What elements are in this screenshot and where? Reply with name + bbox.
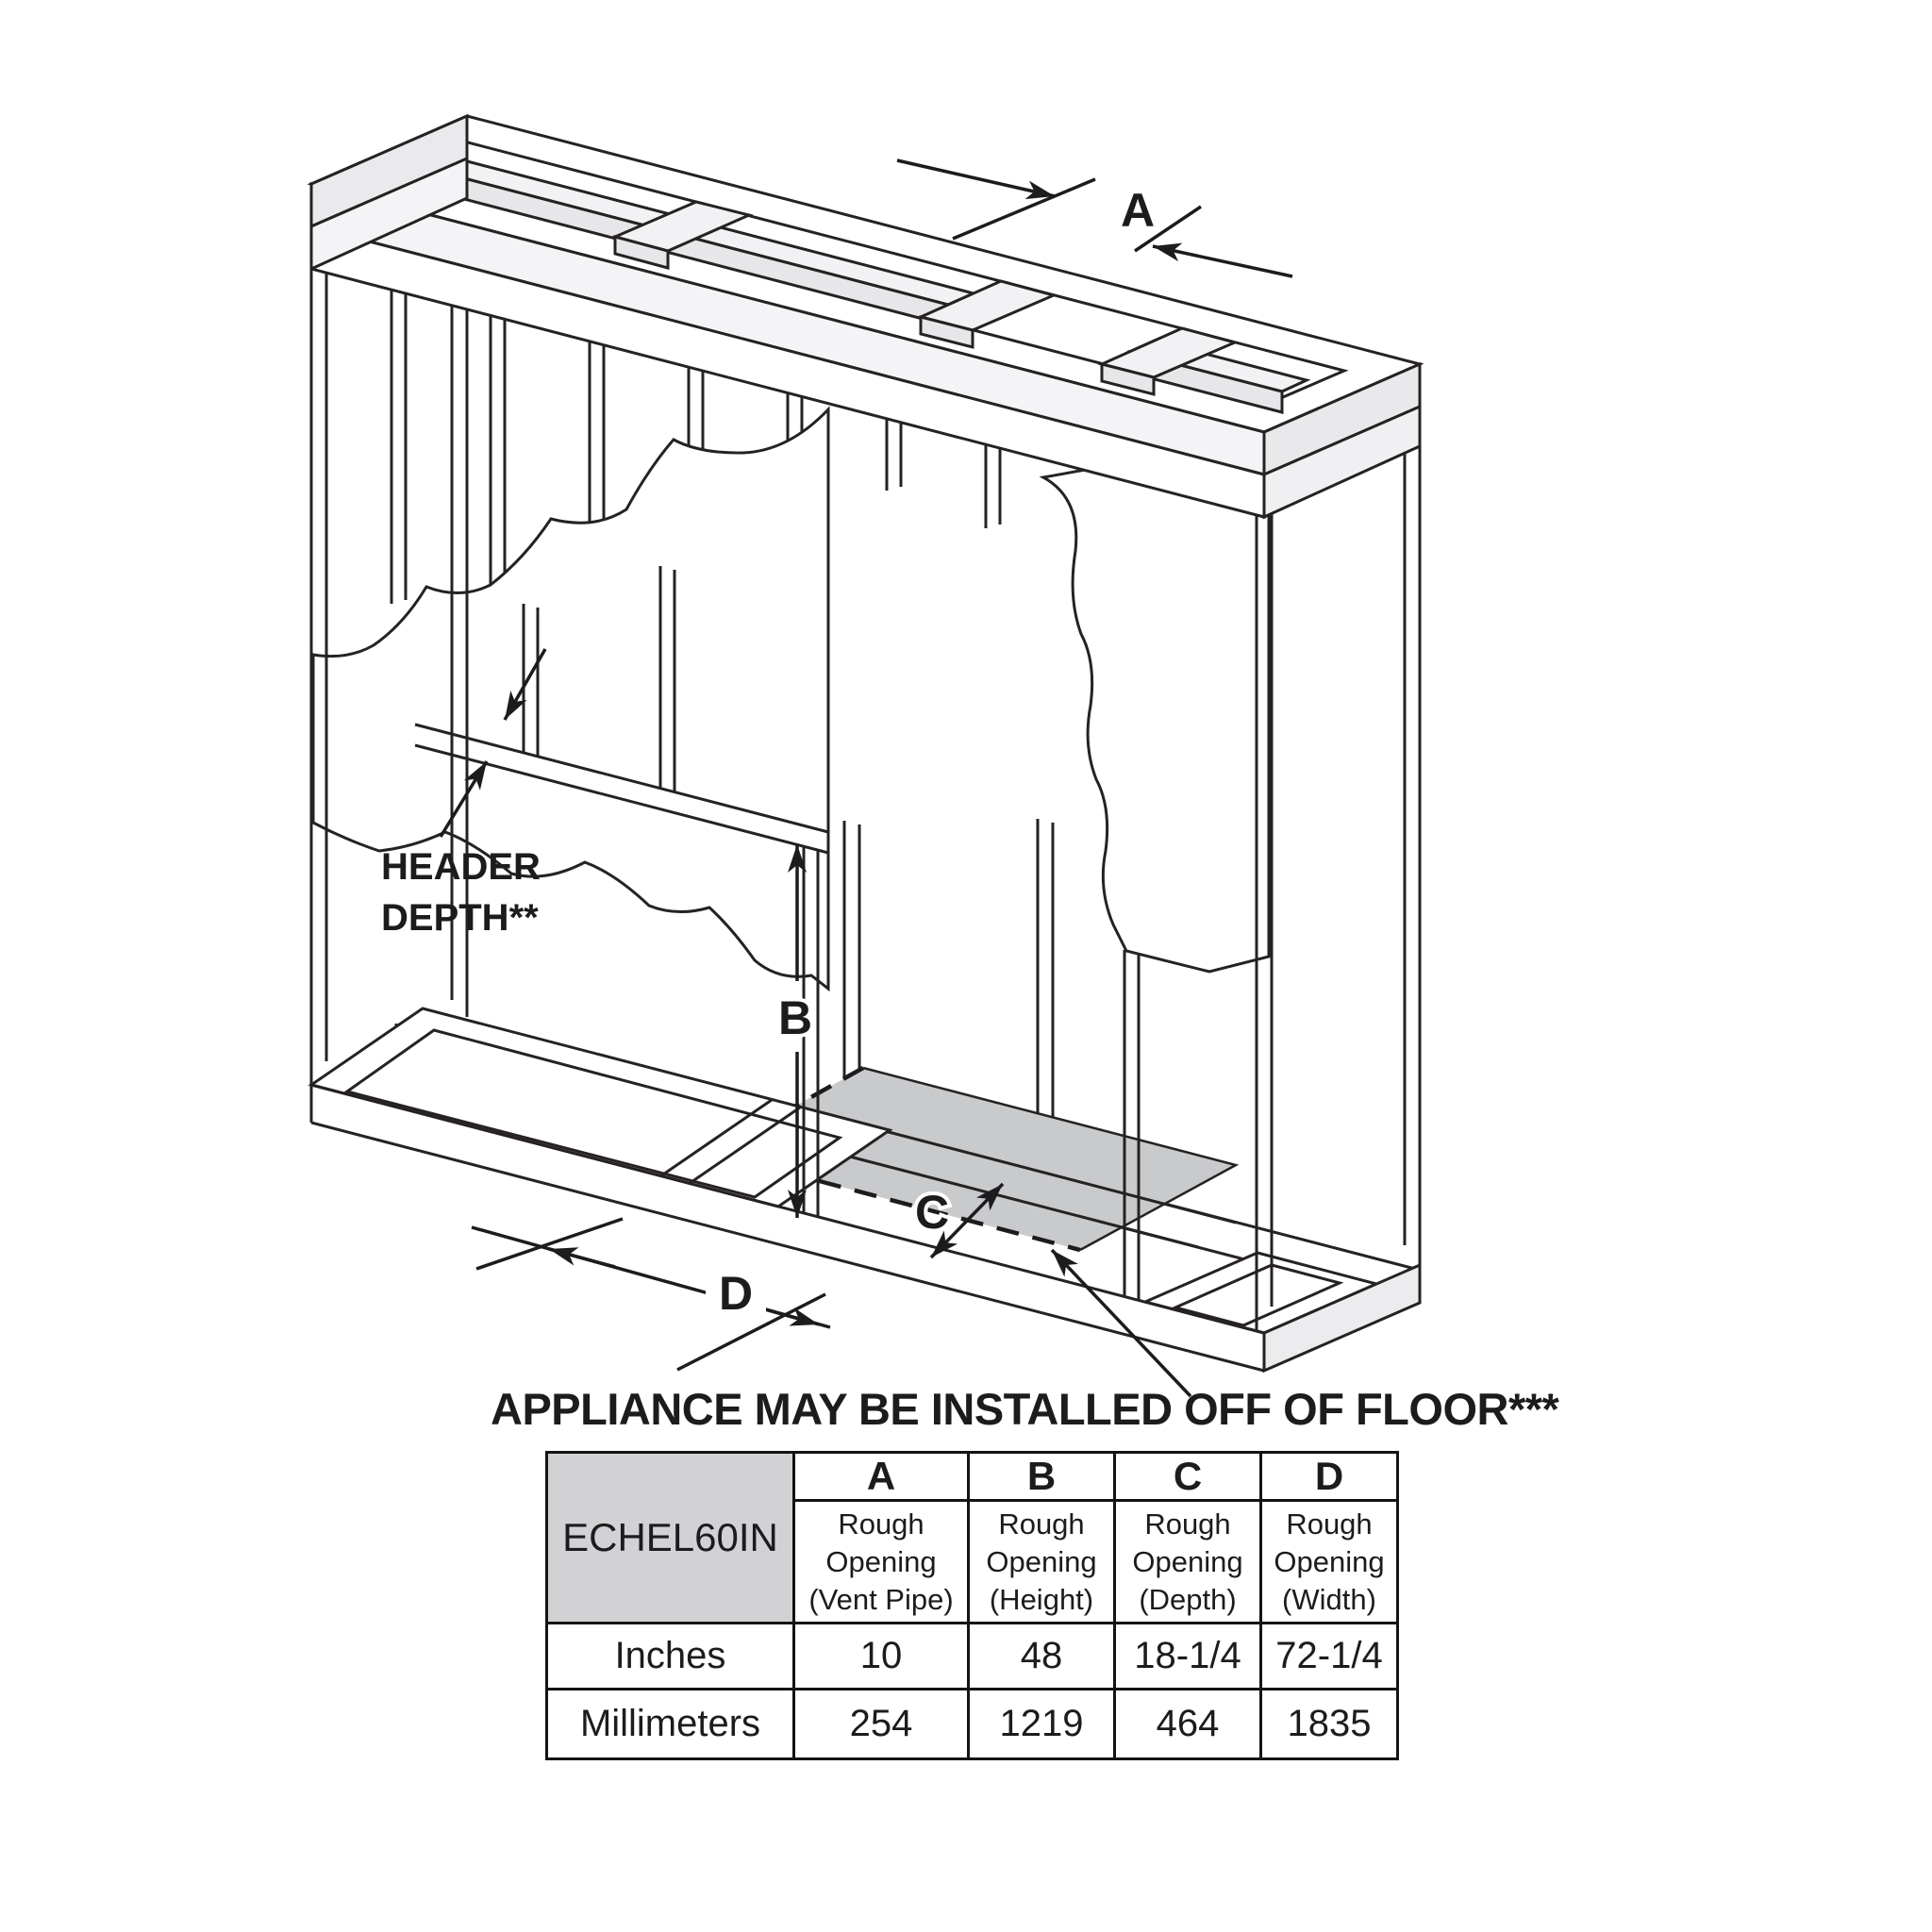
table-sub-line: Rough	[998, 1507, 1085, 1541]
table-sub-line: Opening	[1132, 1544, 1243, 1578]
table-cell: 48	[969, 1624, 1115, 1690]
table-col-sub-a	[794, 1501, 969, 1624]
table-col-letter-c: C	[1115, 1453, 1261, 1501]
dim-c-label: C	[914, 1186, 950, 1239]
table-col-letter-d: D	[1261, 1453, 1398, 1501]
table-sub-line: Opening	[986, 1544, 1097, 1578]
table-sub-line: (Vent Pipe)	[808, 1582, 954, 1616]
dim-d-arrow-left	[549, 1249, 615, 1267]
table-sub-line: (Depth)	[1139, 1582, 1237, 1616]
table-col-sub-c	[1115, 1501, 1261, 1624]
table-row-label-millimeters: Millimeters	[547, 1690, 794, 1759]
rough-opening-spec-table	[545, 1451, 1399, 1760]
dim-d-label: D	[718, 1267, 754, 1320]
diagram-caption: APPLIANCE MAY BE INSTALLED OFF OF FLOOR***	[491, 1384, 1559, 1434]
table-col-letter-b: B	[969, 1453, 1115, 1501]
header-depth-label-line1: HEADER	[381, 846, 541, 888]
table-sub-line: (Height)	[989, 1582, 1094, 1616]
table-row	[547, 1624, 1398, 1690]
caption-leader-line	[1052, 1250, 1191, 1396]
table-model-cell: ECHEL60IN	[547, 1453, 794, 1624]
table-col-sub-b	[969, 1501, 1115, 1624]
table-cell: 18-1/4	[1115, 1624, 1261, 1690]
dim-a-arrow-right	[1153, 246, 1292, 276]
table-row	[547, 1690, 1398, 1759]
table-sub-line: (Width)	[1282, 1582, 1376, 1616]
top-plate-assembly	[311, 116, 1420, 517]
table-cell: 464	[1115, 1690, 1261, 1759]
table-cell: 72-1/4	[1261, 1624, 1398, 1690]
header-depth-label-line2: DEPTH**	[381, 897, 539, 939]
torn-wall-face-right	[1043, 455, 1269, 972]
table-col-letter-a: A	[794, 1453, 969, 1501]
dim-b-label: B	[777, 991, 813, 1044]
dim-a-label: A	[1120, 184, 1156, 237]
table-cell: 1835	[1261, 1690, 1398, 1759]
table-row-label-inches: Inches	[547, 1624, 794, 1690]
table-sub-line: Rough	[838, 1507, 924, 1541]
table-col-sub-d	[1261, 1501, 1398, 1624]
table-sub-line: Rough	[1144, 1507, 1231, 1541]
dim-a-arrow-left	[897, 160, 1055, 196]
table-cell: 1219	[969, 1690, 1115, 1759]
table-sub-line: Opening	[1274, 1544, 1385, 1578]
table-sub-line: Rough	[1286, 1507, 1373, 1541]
table-cell: 10	[794, 1624, 969, 1690]
table-cell: 254	[794, 1690, 969, 1759]
table-sub-line: Opening	[825, 1544, 937, 1578]
